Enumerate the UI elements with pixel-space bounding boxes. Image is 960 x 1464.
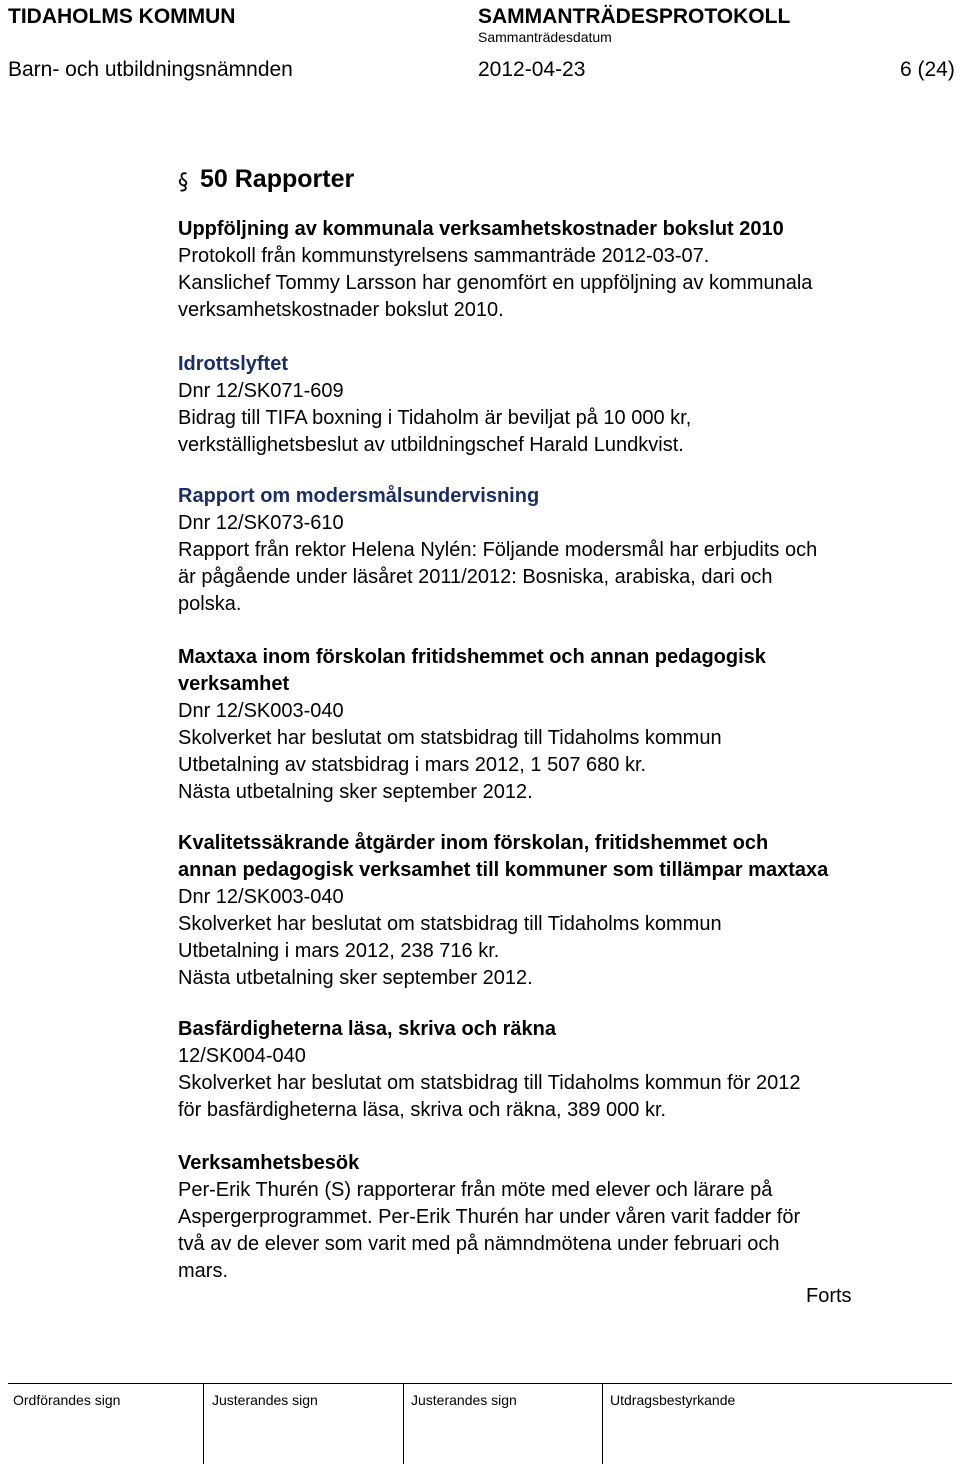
- section-line: Dnr 12/SK073-610: [178, 512, 344, 534]
- footer-adjuster-signature-1: Justerandes sign: [212, 1392, 318, 1408]
- section-modersmal: [178, 483, 948, 618]
- section-heading: Kvalitetssäkrande åtgärder inom förskolan, fritidshemmet och: [178, 832, 769, 854]
- section-heading: verksamhet: [178, 673, 290, 695]
- section-line: Utbetalning av statsbidrag i mars 2012, 1 507 680 kr.: [178, 754, 647, 776]
- section-line: Aspergerprogrammet. Per-Erik Thurén har under våren varit fadder för: [178, 1206, 801, 1228]
- section-kvalitetssakrande: [178, 830, 948, 992]
- continuation-marker: Forts: [806, 1285, 852, 1307]
- organization-name: TIDAHOLMS KOMMUN: [8, 5, 236, 28]
- section-line: Kanslichef Tommy Larsson har genomfört en uppföljning av kommunala: [178, 272, 813, 294]
- section-maxtaxa: [178, 644, 948, 806]
- section-line: polska.: [178, 593, 242, 615]
- topic-title: 50 Rapporter: [200, 165, 355, 193]
- section-verksamhetsbesok: [178, 1150, 948, 1285]
- footer-divider: [8, 1383, 952, 1384]
- section-line: Dnr 12/SK003-040: [178, 700, 344, 722]
- section-heading: annan pedagogisk verksamhet till kommuner som tillämpar maxtaxa: [178, 859, 829, 881]
- section-line: Nästa utbetalning sker september 2012.: [178, 967, 533, 989]
- footer-extract-certification: Utdragsbestyrkande: [610, 1392, 736, 1408]
- section-line: Utbetalning i mars 2012, 238 716 kr.: [178, 940, 500, 962]
- section-line: mars.: [178, 1260, 228, 1282]
- meeting-date: 2012-04-23: [478, 58, 586, 81]
- section-mark-icon: [178, 171, 189, 193]
- page-number: 6 (24): [900, 58, 955, 81]
- document-type: SAMMANTRÄDESPROTOKOLL: [478, 5, 791, 28]
- section-basfardigheterna: [178, 1016, 948, 1124]
- section-line: 12/SK004-040: [178, 1045, 306, 1067]
- section-line: är pågående under läsåret 2011/2012: Bosniska, arabiska, dari och: [178, 566, 773, 588]
- footer-chair-signature: Ordförandes sign: [13, 1392, 121, 1408]
- section-line: verkställighetsbeslut av utbildningschef Harald Lundkvist.: [178, 434, 684, 456]
- section-line: Dnr 12/SK003-040: [178, 886, 344, 908]
- section-line: Nästa utbetalning sker september 2012.: [178, 781, 533, 803]
- footer-column-divider: [203, 1384, 204, 1464]
- section-heading: Basfärdigheterna läsa, skriva och räkna: [178, 1018, 556, 1040]
- section-line: verksamhetskostnader bokslut 2010.: [178, 299, 504, 321]
- section-heading: Maxtaxa inom förskolan fritidshemmet och annan pedagogisk: [178, 646, 766, 668]
- footer-column-divider: [403, 1384, 404, 1464]
- section-heading: Verksamhetsbesök: [178, 1152, 360, 1174]
- section-line: Bidrag till TIFA boxning i Tidaholm är beviljat på 10 000 kr,: [178, 407, 692, 429]
- section-line: Rapport från rektor Helena Nylén: Följande modersmål har erbjudits och: [178, 539, 818, 561]
- section-verksamhetskostnader: [178, 216, 948, 324]
- section-line: två av de elever som varit med på nämndmötena under februari och: [178, 1233, 780, 1255]
- date-label: Sammanträdesdatum: [478, 29, 612, 45]
- footer-column-divider: [602, 1384, 603, 1464]
- section-heading: Idrottslyftet: [178, 353, 288, 375]
- section-line: Skolverket har beslutat om statsbidrag till Tidaholms kommun: [178, 727, 722, 749]
- section-line: Dnr 12/SK071-609: [178, 380, 344, 402]
- section-heading: Uppföljning av kommunala verksamhetskostnader bokslut 2010: [178, 218, 784, 240]
- section-line: Protokoll från kommunstyrelsens sammanträde 2012-03-07.: [178, 245, 710, 267]
- section-line: Skolverket har beslutat om statsbidrag till Tidaholms kommun: [178, 913, 722, 935]
- footer-adjuster-signature-2: Justerandes sign: [411, 1392, 517, 1408]
- section-line: Skolverket har beslutat om statsbidrag till Tidaholms kommun för 2012: [178, 1072, 801, 1094]
- committee-name: Barn- och utbildningsnämnden: [8, 58, 293, 81]
- section-idrottslyftet: [178, 351, 948, 459]
- section-line: för basfärdigheterna läsa, skriva och räkna, 389 000 kr.: [178, 1099, 667, 1121]
- section-line: Per-Erik Thurén (S) rapporterar från möte med elever och lärare på: [178, 1179, 773, 1201]
- section-heading: Rapport om modersmålsundervisning: [178, 485, 540, 507]
